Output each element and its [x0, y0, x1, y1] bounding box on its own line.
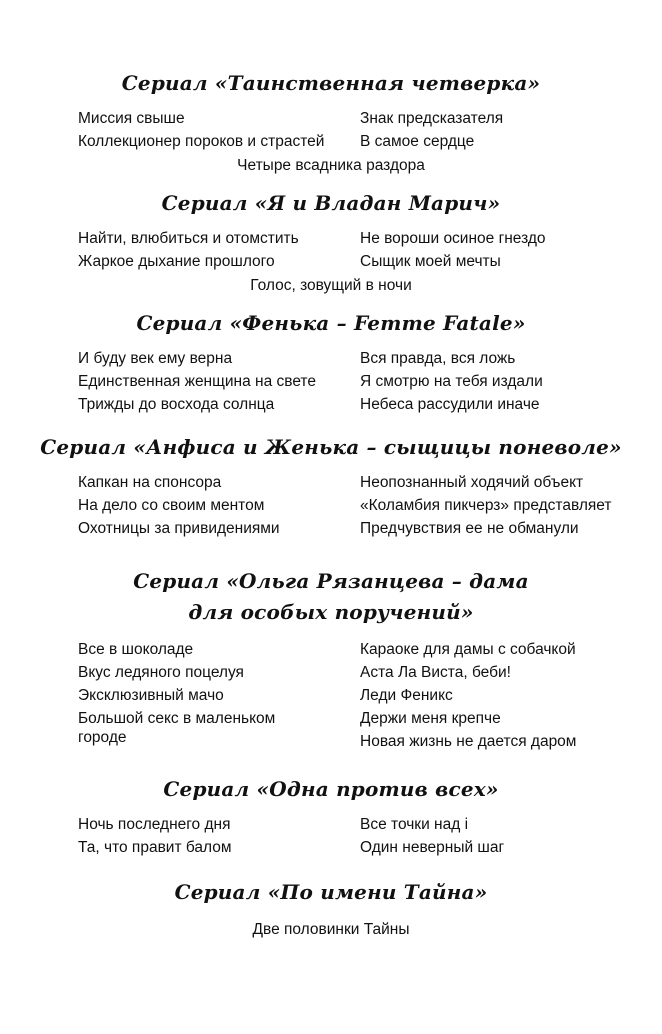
series-title	[0, 774, 662, 805]
book-title: Аста Ла Виста, беби!	[360, 664, 511, 681]
book-title: Большой секс в маленьком городе	[78, 710, 276, 746]
book-title: Все в шоколаде	[78, 641, 194, 658]
book-title: Сыщик моей мечты	[360, 253, 501, 270]
series-block	[0, 68, 662, 174]
right-column	[360, 473, 660, 542]
book-title: Леди Феникс	[360, 687, 453, 704]
book-title: Все точки над і	[360, 816, 469, 833]
book-columns	[0, 640, 662, 758]
left-column	[78, 473, 348, 542]
series-title	[0, 877, 662, 908]
left-column	[78, 349, 348, 418]
series-block	[0, 877, 662, 938]
book-title: Найти, влюбиться и отомстить	[78, 230, 299, 247]
book-title: Небеса рассудили иначе	[360, 396, 540, 413]
series-title-line: Сериал «Я и Владан Марич»	[161, 191, 501, 215]
series-title-line: Сериал «Анфиса и Женька – сыщицы поневоле»	[40, 435, 622, 459]
book-title: Держи меня крепче	[360, 710, 501, 727]
book-columns	[0, 349, 662, 419]
series-title	[0, 68, 662, 99]
book-title-centered: Четыре всадника раздора	[237, 157, 425, 174]
series-title-line: для особых поручений»	[188, 600, 474, 624]
book-title: Та, что правит балом	[78, 839, 232, 856]
book-title: Миссия свыше	[78, 110, 185, 127]
series-title-line: Сериал «Фенька – Femme Fatale»	[136, 311, 526, 335]
book-title: Эксклюзивный мачо	[78, 687, 224, 704]
series-title	[0, 188, 662, 219]
series-title-line: Сериал «Ольга Рязанцева – дама	[133, 569, 529, 593]
book-title: Предчувствия ее не обманули	[360, 520, 579, 537]
book-title: На дело со своим ментом	[78, 497, 265, 514]
book-title: Караоке для дамы с собачкой	[360, 641, 576, 658]
book-title: Не вороши осиное гнездо	[360, 230, 546, 247]
series-title-line: Сериал «Одна против всех»	[163, 777, 499, 801]
left-column	[78, 109, 348, 155]
book-title: И буду век ему верна	[78, 350, 233, 367]
book-title: Новая жизнь не дается даром	[360, 733, 577, 750]
book-title: Единственная женщина на свете	[78, 373, 316, 390]
book-columns	[0, 229, 662, 275]
series-title	[0, 308, 662, 339]
book-columns	[0, 815, 662, 861]
series-title	[0, 432, 662, 463]
book-title: Капкан на спонсора	[78, 474, 222, 491]
book-title: Коллекционер пороков и страстей	[78, 133, 325, 150]
book-columns	[0, 473, 662, 543]
book-columns	[0, 109, 662, 155]
book-title-centered: Голос, зовущий в ночи	[250, 277, 412, 294]
book-title: Вся правда, вся ложь	[360, 350, 516, 367]
right-column	[360, 349, 660, 418]
book-title: Жаркое дыхание прошлого	[78, 253, 275, 270]
right-column	[360, 229, 660, 275]
series-block	[0, 774, 662, 861]
right-column	[360, 815, 660, 861]
right-column	[360, 109, 660, 155]
book-title: Я смотрю на тебя издали	[360, 373, 543, 390]
book-title: Охотницы за привидениями	[78, 520, 280, 537]
book-title: В самое сердце	[360, 133, 475, 150]
series-block	[0, 432, 662, 543]
book-title: Неопознанный ходячий объект	[360, 474, 584, 491]
series-block	[0, 188, 662, 294]
series-title	[0, 566, 662, 628]
series-block	[0, 308, 662, 419]
left-column	[78, 815, 348, 861]
series-title-line: Сериал «По имени Тайна»	[174, 880, 488, 904]
left-column	[78, 640, 348, 751]
right-column	[360, 640, 660, 755]
book-title: Вкус ледяного поцелуя	[78, 664, 244, 681]
book-title: Трижды до восхода солнца	[78, 396, 275, 413]
left-column	[78, 229, 348, 275]
book-title: Один неверный шаг	[360, 839, 505, 856]
book-title: Ночь последнего дня	[78, 816, 231, 833]
series-title-line: Сериал «Таинственная четверка»	[121, 71, 541, 95]
book-title-centered: Две половинки Тайны	[252, 921, 410, 938]
series-block	[0, 566, 662, 758]
book-title: «Коламбия пикчерз» представляет	[360, 497, 612, 514]
book-title: Знак предсказателя	[360, 110, 504, 127]
